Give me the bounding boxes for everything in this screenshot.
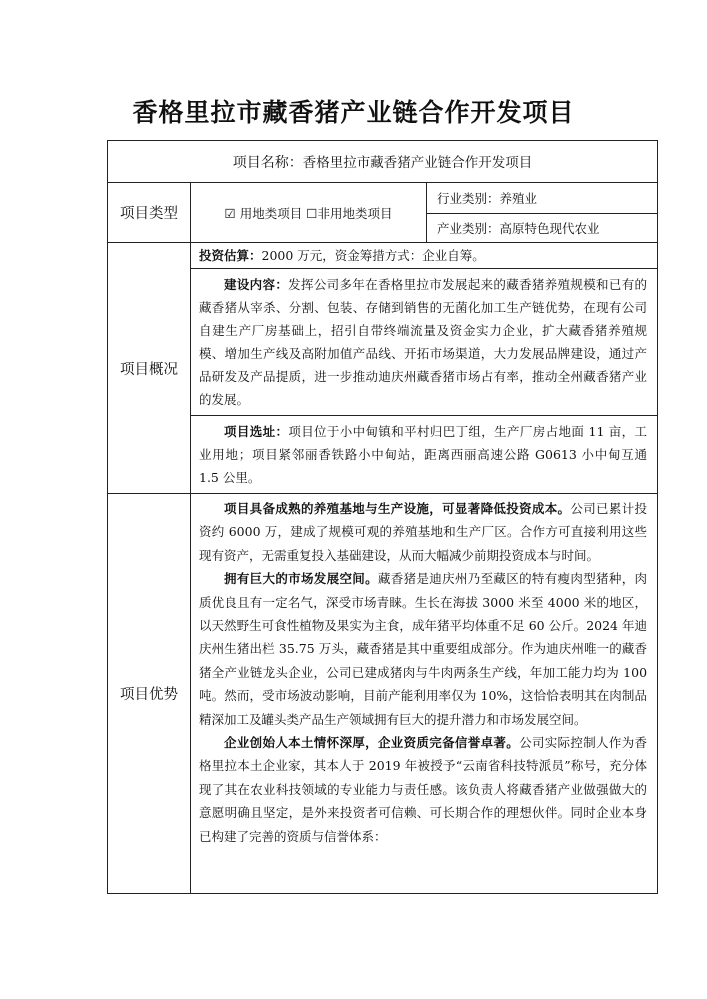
project-name-cell xyxy=(108,141,658,183)
industry-cell xyxy=(427,183,658,214)
industry-value: 养殖业 xyxy=(499,191,538,206)
investment-text: 2000 万元，资金筹措方式：企业自筹。 xyxy=(261,248,485,263)
land-checkbox: ☑ xyxy=(224,205,236,221)
page-title: 香格里拉市藏香猪产业链合作开发项目 xyxy=(132,98,575,127)
construction-label: 建设内容： xyxy=(224,277,289,292)
sector-label: 产业类别： xyxy=(437,221,500,236)
construction-text: 发挥公司多年在香格里拉市发展起来的藏香猪养殖规模和已有的藏香猪从宰杀、分割、包装、存储到销售的无菌化加工生产链优势，在现有公司自建生产厂房基础上，招引自带终端流量及资金实力企业，扩大藏香猪养殖规模、增加生产线及高附加值产品线、开拓市场渠道，大力发展品牌建设，通过产品研发及产品提质，进一步推动迪庆州藏香猪市场占有率，推动全州藏香猪产业的发展。 xyxy=(199,277,648,407)
advantage-2-text: 藏香猪是迪庆州乃至藏区的特有瘦肉型猪种，肉质优良且有一定名气，深受市场青睐。生长在海拔 3000 米至 4000 米的地区，以天然野生可食性植物及果实为主食，成年猪平均体重不足 60 公斤。2024 年迪庆州生猪出栏 35.75 万头，藏香猪是其中重要组成部分。作为迪庆州唯一的藏香猪全产业链龙头企业，公司已建成猪肉与牛肉两条生产线，年加工能力均为 100 吨。然而，受市场波动影响，目前产能利用率仅为 10%，这恰恰表明其在肉制品精深加工及罐头类产品生产领域拥有巨大的提升潜力和市场发展空间。 xyxy=(199,571,648,727)
nonland-option-label: 非用地类项目 xyxy=(317,205,393,221)
advantage-1-text: 公司已累计投资约 6000 万，建成了规模可观的养殖基地和生产厂区。合作方可直接利用这些现有资产，无需重复投入基础建设，从而大幅减少前期投资成本与时间。 xyxy=(199,501,648,563)
project-name-value: 香格里拉市藏香猪产业链合作开发项目 xyxy=(302,155,533,171)
overview-label: 项目概况 xyxy=(108,243,191,494)
advantage-3-text: 公司实际控制人作为香格里拉本土企业家，其本人于 2019 年被授予“云南省科技特派员”称号，充分体现了其在农业科技领域的专业能力与责任感。该负责人将藏香猪产业做强做大的意愿明确且坚定，是外来投资者可信赖、可长期合作的理想伙伴。同时企业本身已构建了完善的资质与信誉体系： xyxy=(199,735,648,844)
investment-row xyxy=(108,243,658,269)
sector-cell xyxy=(427,214,658,243)
advantages-label: 项目优势 xyxy=(108,494,191,894)
site-label: 项目选址： xyxy=(224,424,289,439)
project-name-label: 项目名称： xyxy=(232,155,303,171)
advantage-2-heading: 拥有巨大的市场发展空间。 xyxy=(224,571,378,587)
site-cell xyxy=(191,416,658,494)
construction-cell xyxy=(191,269,658,416)
industry-label: 行业类别： xyxy=(437,191,500,206)
nonland-checkbox: ☐ xyxy=(306,205,318,221)
construction-row xyxy=(108,269,658,416)
project-name-row xyxy=(108,141,658,183)
project-type-options xyxy=(191,183,427,243)
site-row xyxy=(108,416,658,494)
sector-value: 高原特色现代农业 xyxy=(499,221,600,236)
investment-label: 投资估算： xyxy=(199,248,262,263)
advantages-cell xyxy=(191,494,658,894)
advantage-paragraph-1 xyxy=(199,497,647,567)
advantage-3-heading: 企业创始人本土情怀深厚，企业资质完备信誉卓著。 xyxy=(224,735,520,751)
advantages-row xyxy=(108,494,658,894)
project-type-label: 项目类型 xyxy=(108,183,191,243)
advantage-1-heading: 项目具备成熟的养殖基地与生产设施，可显著降低投资成本。 xyxy=(224,501,571,516)
advantage-paragraph-3 xyxy=(199,731,647,848)
project-table xyxy=(107,140,658,894)
project-type-row xyxy=(108,183,658,214)
advantage-paragraph-2 xyxy=(199,567,647,731)
investment-cell xyxy=(191,243,658,269)
site-text: 项目位于小中甸镇和平村归巴丁组，生产厂房占地面 11 亩，工业用地；项目紧邻丽香铁路小中甸站，距离西丽高速公路 G0613 小中甸互通 1.5 公里。 xyxy=(199,424,648,485)
land-option-label: 用地类项目 xyxy=(239,205,303,221)
